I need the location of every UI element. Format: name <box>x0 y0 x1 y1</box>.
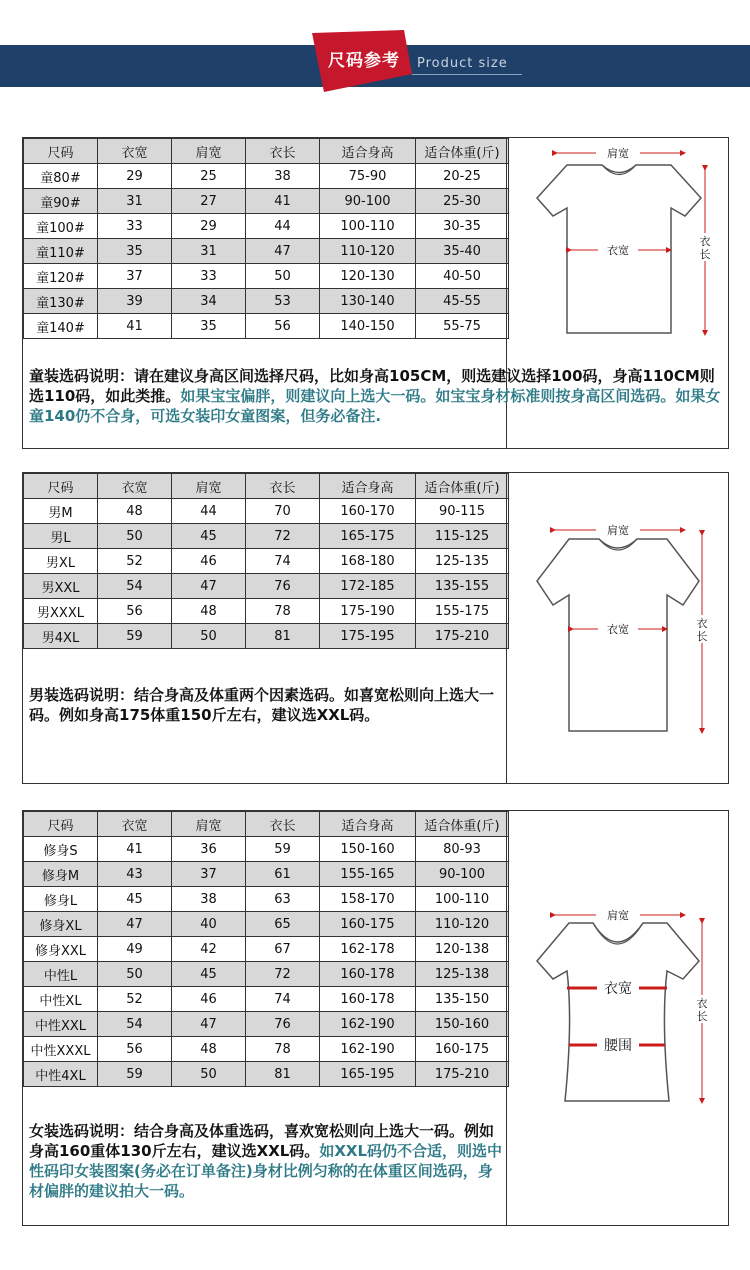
table-row-cell: 175-210 <box>416 624 509 649</box>
women-length-label-1: 衣 <box>696 997 708 1010</box>
table-row-cell: 29 <box>98 164 172 189</box>
table-row-cell: 童80# <box>24 164 98 189</box>
kids-size-table <box>23 138 509 339</box>
table-row <box>24 214 509 239</box>
table-row-cell: 74 <box>246 987 320 1012</box>
table-row-cell: 72 <box>246 524 320 549</box>
table-row-cell: 90-115 <box>416 499 509 524</box>
table-row-cell: 81 <box>246 624 320 649</box>
table-row-cell: 175-190 <box>320 599 416 624</box>
table-row <box>24 887 509 912</box>
table-row-cell: 100-110 <box>320 214 416 239</box>
table-row-cell: 46 <box>172 987 246 1012</box>
kids-length-label-2: 长 <box>699 248 711 261</box>
table-row-cell: 56 <box>246 314 320 339</box>
table-header-row-cell: 适合体重(斤) <box>416 474 509 499</box>
table-row-cell: 29 <box>172 214 246 239</box>
table-row-cell: 70 <box>246 499 320 524</box>
table-row-cell: 45 <box>98 887 172 912</box>
table-row-cell: 45 <box>172 962 246 987</box>
table-header-row-cell: 适合体重(斤) <box>416 812 509 837</box>
table-row-cell: 54 <box>98 1012 172 1037</box>
table-row-cell: 47 <box>172 1012 246 1037</box>
table-row-cell: 47 <box>246 239 320 264</box>
table-row-cell: 童140# <box>24 314 98 339</box>
table-row-cell: 76 <box>246 1012 320 1037</box>
table-row <box>24 1037 509 1062</box>
women-tshirt-outline <box>537 923 699 1101</box>
kids-shoulder-label: 肩宽 <box>607 147 629 160</box>
women-waist-label: 腰围 <box>604 1038 632 1054</box>
table-row <box>24 314 509 339</box>
table-row <box>24 189 509 214</box>
table-row-cell: 25 <box>172 164 246 189</box>
table-row-cell: 44 <box>172 499 246 524</box>
women-size-table <box>23 811 509 1087</box>
kids-size-section <box>22 137 729 449</box>
table-row-cell: 男4XL <box>24 624 98 649</box>
table-header-row-cell: 衣宽 <box>98 474 172 499</box>
table-header-row-cell: 适合身高 <box>320 812 416 837</box>
table-row <box>24 937 509 962</box>
women-size-section <box>22 810 729 1226</box>
table-row-cell: 童130# <box>24 289 98 314</box>
women-size-note <box>29 1121 507 1201</box>
men-size-note <box>29 685 499 725</box>
table-row-cell: 155-175 <box>416 599 509 624</box>
table-row-cell: 男XXL <box>24 574 98 599</box>
table-row-cell: 65 <box>246 912 320 937</box>
table-row-cell: 35-40 <box>416 239 509 264</box>
table-header-row-cell: 衣长 <box>246 812 320 837</box>
table-row-cell: 55-75 <box>416 314 509 339</box>
table-row-cell: 61 <box>246 862 320 887</box>
table-row-cell: 76 <box>246 574 320 599</box>
table-row-cell: 37 <box>172 862 246 887</box>
table-row-cell: 160-178 <box>320 987 416 1012</box>
table-row-cell: 50 <box>98 962 172 987</box>
table-row <box>24 912 509 937</box>
table-row-cell: 50 <box>98 524 172 549</box>
table-row-cell: 46 <box>172 549 246 574</box>
table-row-cell: 47 <box>172 574 246 599</box>
table-row-cell: 175-210 <box>416 1062 509 1087</box>
men-length-label-2: 长 <box>696 630 708 643</box>
table-row <box>24 624 509 649</box>
table-row-cell: 50 <box>246 264 320 289</box>
table-header-row-cell: 衣宽 <box>98 139 172 164</box>
table-row-cell: 52 <box>98 987 172 1012</box>
table-row-cell: 125-138 <box>416 962 509 987</box>
table-row <box>24 862 509 887</box>
title-tag <box>312 30 412 92</box>
table-row-cell: 50 <box>172 624 246 649</box>
table-header-row-cell: 尺码 <box>24 474 98 499</box>
table-header-row-cell: 尺码 <box>24 812 98 837</box>
table-row <box>24 264 509 289</box>
table-row-cell: 59 <box>98 1062 172 1087</box>
table-row-cell: 59 <box>246 837 320 862</box>
table-header-row-cell: 衣长 <box>246 474 320 499</box>
table-header-row-cell: 肩宽 <box>172 474 246 499</box>
table-row-cell: 48 <box>98 499 172 524</box>
table-row-cell: 修身S <box>24 837 98 862</box>
table-row-cell: 48 <box>172 1037 246 1062</box>
table-row-cell: 47 <box>98 912 172 937</box>
table-row <box>24 164 509 189</box>
table-row-cell: 44 <box>246 214 320 239</box>
men-note-black: 男装选码说明：结合身高及体重两个因素选码。如喜宽松则向上选大一码。例如身高175体重150斤左右，建议选XXL码。 <box>29 686 495 724</box>
table-row-cell: 120-130 <box>320 264 416 289</box>
table-header-row-cell: 肩宽 <box>172 139 246 164</box>
table-row-cell: 41 <box>98 837 172 862</box>
table-row-cell: 135-150 <box>416 987 509 1012</box>
kids-size-note <box>29 366 729 426</box>
table-header-row-cell: 适合体重(斤) <box>416 139 509 164</box>
table-row <box>24 524 509 549</box>
table-row <box>24 499 509 524</box>
table-row-cell: 100-110 <box>416 887 509 912</box>
table-row-cell: 130-140 <box>320 289 416 314</box>
table-row-cell: 男L <box>24 524 98 549</box>
table-row-cell: 172-185 <box>320 574 416 599</box>
kids-chest-label: 衣宽 <box>607 244 629 257</box>
men-tshirt-diagram <box>506 473 728 783</box>
table-row-cell: 修身XXL <box>24 937 98 962</box>
table-row-cell: 162-178 <box>320 937 416 962</box>
table-row-cell: 165-175 <box>320 524 416 549</box>
table-row-cell: 男M <box>24 499 98 524</box>
table-row-cell: 110-120 <box>416 912 509 937</box>
table-row-cell: 78 <box>246 1037 320 1062</box>
table-row-cell: 162-190 <box>320 1012 416 1037</box>
table-row-cell: 110-120 <box>320 239 416 264</box>
table-row-cell: 36 <box>172 837 246 862</box>
table-row-cell: 74 <box>246 549 320 574</box>
table-row-cell: 67 <box>246 937 320 962</box>
table-row-cell: 135-155 <box>416 574 509 599</box>
table-row-cell: 162-190 <box>320 1037 416 1062</box>
table-row-cell: 童110# <box>24 239 98 264</box>
table-row-cell: 35 <box>172 314 246 339</box>
table-row <box>24 987 509 1012</box>
table-row-cell: 童120# <box>24 264 98 289</box>
women-note-teal: 如XXL码仍不合适，则选中性码印女装图案(务必在订单备注)身材比例匀称的在体重区间选码，身材偏胖的建议拍大一码。 <box>29 1142 503 1200</box>
table-row-cell: 男XL <box>24 549 98 574</box>
men-chest-label: 衣宽 <box>607 623 629 636</box>
table-row-cell: 155-165 <box>320 862 416 887</box>
table-row-cell: 78 <box>246 599 320 624</box>
table-row-cell: 34 <box>172 289 246 314</box>
table-row <box>24 289 509 314</box>
table-row-cell: 37 <box>98 264 172 289</box>
table-row-cell: 童100# <box>24 214 98 239</box>
table-row-cell: 27 <box>172 189 246 214</box>
table-row-cell: 75-90 <box>320 164 416 189</box>
table-row-cell: 修身M <box>24 862 98 887</box>
table-row-cell: 20-25 <box>416 164 509 189</box>
table-row-cell: 30-35 <box>416 214 509 239</box>
table-row-cell: 160-178 <box>320 962 416 987</box>
table-row-cell: 35 <box>98 239 172 264</box>
table-row-cell: 80-93 <box>416 837 509 862</box>
banner-subtitle: Product size <box>417 56 508 71</box>
table-row-cell: 修身XL <box>24 912 98 937</box>
table-row-cell: 125-135 <box>416 549 509 574</box>
table-row <box>24 1012 509 1037</box>
table-row-cell: 25-30 <box>416 189 509 214</box>
table-row-cell: 中性4XL <box>24 1062 98 1087</box>
table-row-cell: 45 <box>172 524 246 549</box>
table-row-cell: 150-160 <box>320 837 416 862</box>
table-header-row-cell: 尺码 <box>24 139 98 164</box>
table-row-cell: 41 <box>246 189 320 214</box>
table-row-cell: 中性XXXL <box>24 1037 98 1062</box>
table-row-cell: 150-160 <box>416 1012 509 1037</box>
kids-length-label-1: 衣 <box>699 235 711 248</box>
table-row-cell: 40 <box>172 912 246 937</box>
table-header-row-cell: 适合身高 <box>320 474 416 499</box>
table-row-cell: 38 <box>246 164 320 189</box>
table-row-cell: 120-138 <box>416 937 509 962</box>
table-row <box>24 549 509 574</box>
table-row-cell: 56 <box>98 599 172 624</box>
table-row-cell: 63 <box>246 887 320 912</box>
table-row-cell: 31 <box>172 239 246 264</box>
table-row-cell: 160-175 <box>416 1037 509 1062</box>
table-header-row <box>24 474 509 499</box>
table-row-cell: 59 <box>98 624 172 649</box>
kids-note-black: 童装选码说明：请在建议身高区间选择尺码，比如身高105CM，则选建议选择100码，身高110CM则选110码，如此类推。 <box>29 367 715 405</box>
table-row-cell: 115-125 <box>416 524 509 549</box>
men-length-label-1: 衣 <box>696 617 708 630</box>
table-row-cell: 39 <box>98 289 172 314</box>
table-header-row-cell: 衣宽 <box>98 812 172 837</box>
table-row-cell: 49 <box>98 937 172 962</box>
table-row-cell: 53 <box>246 289 320 314</box>
table-row-cell: 165-195 <box>320 1062 416 1087</box>
table-row-cell: 43 <box>98 862 172 887</box>
table-row-cell: 33 <box>98 214 172 239</box>
women-tshirt-diagram <box>506 811 728 1225</box>
table-row-cell: 81 <box>246 1062 320 1087</box>
women-length-label-2: 长 <box>696 1010 708 1023</box>
table-row-cell: 40-50 <box>416 264 509 289</box>
table-row-cell: 160-170 <box>320 499 416 524</box>
table-row-cell: 52 <box>98 549 172 574</box>
table-row-cell: 42 <box>172 937 246 962</box>
table-row-cell: 童90# <box>24 189 98 214</box>
table-header-row <box>24 139 509 164</box>
women-chest-label: 衣宽 <box>604 981 632 997</box>
table-row <box>24 239 509 264</box>
table-row <box>24 599 509 624</box>
table-row <box>24 837 509 862</box>
table-row-cell: 48 <box>172 599 246 624</box>
table-row <box>24 1062 509 1087</box>
table-row-cell: 38 <box>172 887 246 912</box>
table-row-cell: 中性XXL <box>24 1012 98 1037</box>
table-row-cell: 中性XL <box>24 987 98 1012</box>
women-shoulder-label: 肩宽 <box>607 909 629 922</box>
table-row-cell: 72 <box>246 962 320 987</box>
men-size-section <box>22 472 729 784</box>
table-header-row-cell: 适合身高 <box>320 139 416 164</box>
table-row-cell: 90-100 <box>320 189 416 214</box>
table-header-row <box>24 812 509 837</box>
table-row-cell: 158-170 <box>320 887 416 912</box>
table-row-cell: 男XXXL <box>24 599 98 624</box>
kids-note-teal: 如果宝宝偏胖，则建议向上选大一码。如宝宝身材标准则按身高区间选码。如果女童140仍不合身，可选女装印女童图案，但务必备注. <box>29 387 721 425</box>
table-row <box>24 574 509 599</box>
table-row <box>24 962 509 987</box>
subtitle-underline <box>412 74 522 75</box>
table-row-cell: 中性L <box>24 962 98 987</box>
men-size-table <box>23 473 509 649</box>
table-row-cell: 41 <box>98 314 172 339</box>
table-row-cell: 31 <box>98 189 172 214</box>
table-row-cell: 修身L <box>24 887 98 912</box>
table-header-row-cell: 肩宽 <box>172 812 246 837</box>
table-row-cell: 54 <box>98 574 172 599</box>
table-row-cell: 56 <box>98 1037 172 1062</box>
table-row-cell: 33 <box>172 264 246 289</box>
table-row-cell: 175-195 <box>320 624 416 649</box>
table-row-cell: 90-100 <box>416 862 509 887</box>
men-shoulder-label: 肩宽 <box>607 524 629 537</box>
table-row-cell: 168-180 <box>320 549 416 574</box>
women-note-black: 女装选码说明：结合身高及体重选码，喜欢宽松则向上选大一码。例如身高160重体130斤左右，建议选XXL码。 <box>29 1122 495 1160</box>
table-row-cell: 45-55 <box>416 289 509 314</box>
table-row-cell: 140-150 <box>320 314 416 339</box>
banner-title: 尺码参考 <box>328 51 400 71</box>
table-row-cell: 160-175 <box>320 912 416 937</box>
table-header-row-cell: 衣长 <box>246 139 320 164</box>
table-row-cell: 50 <box>172 1062 246 1087</box>
